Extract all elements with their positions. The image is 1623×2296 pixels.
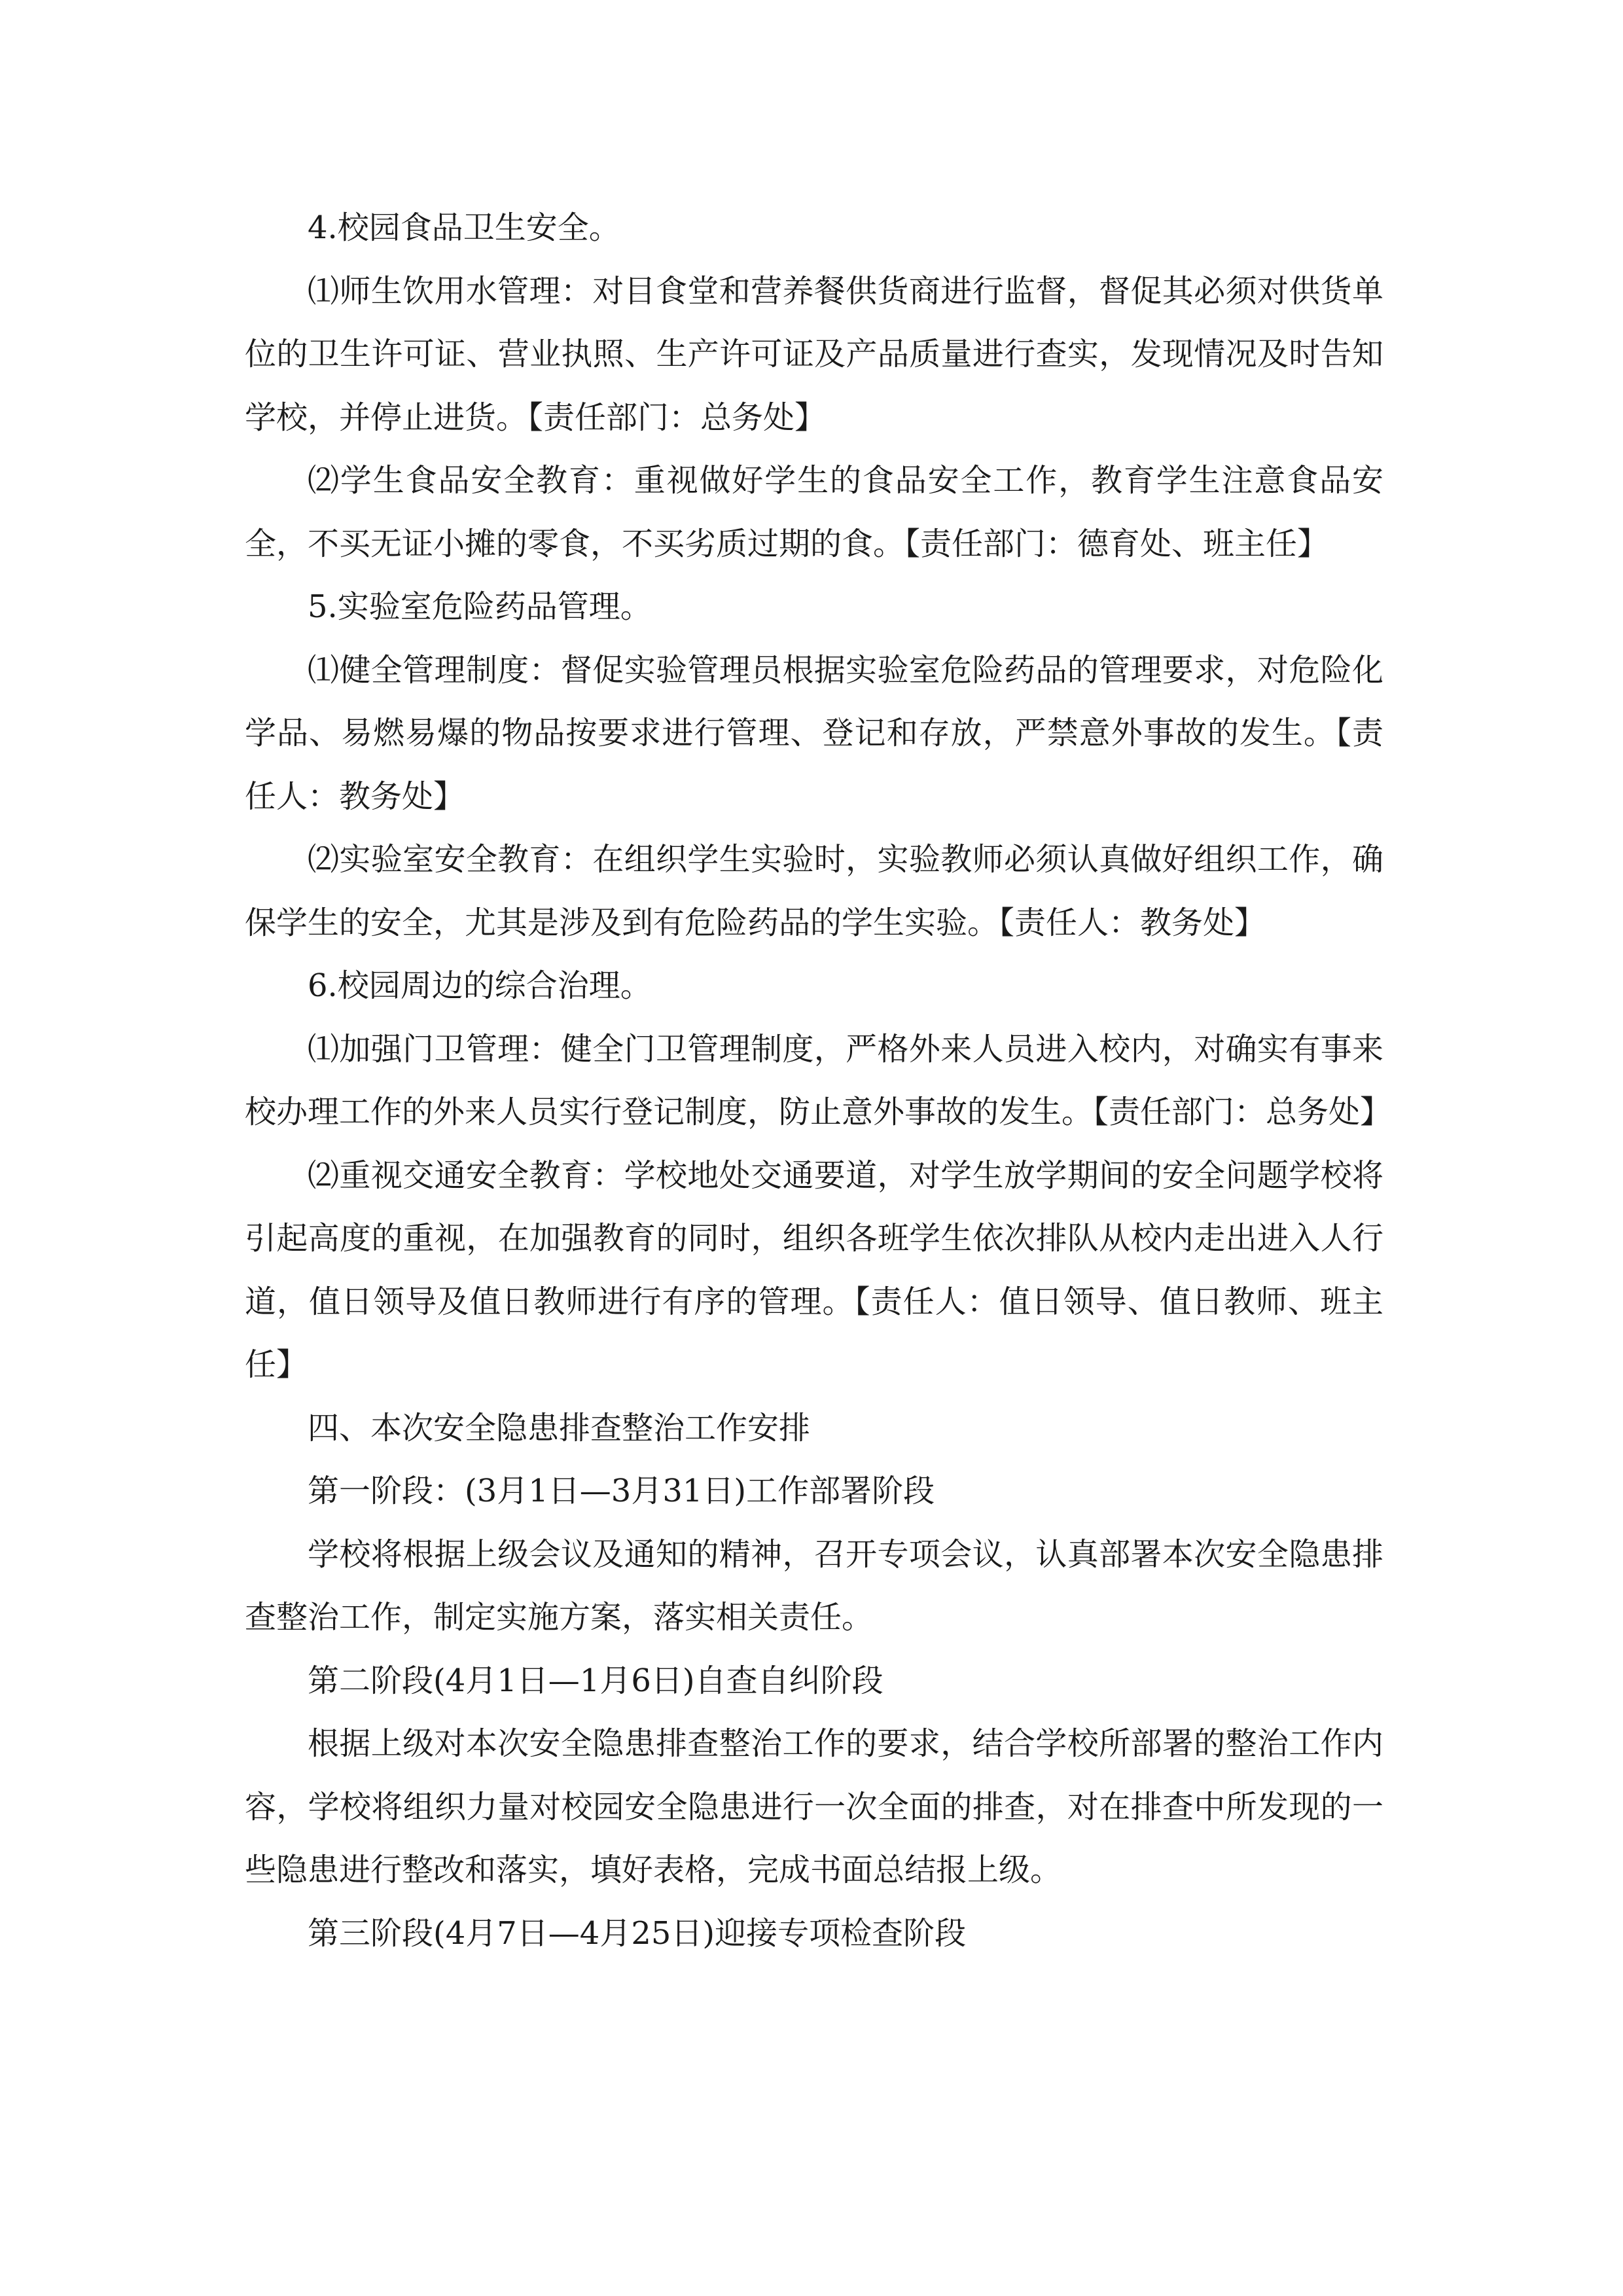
paragraph-lab-management: ⑴健全管理制度：督促实验管理员根据实验室危险药品的管理要求，对危险化学品、易燃易爆的物品按要求进行管理、登记和存放，严禁意外事故的发生。【责任人：教务处】 — [245, 651, 1383, 815]
section-heading-arrangement: 四、本次安全隐患排查整治工作安排 — [308, 1409, 811, 1446]
paragraph-lab-education: ⑵实验室安全教育：在组织学生实验时，实验教师必须认真做好组织工作，确保学生的安全，尤其是涉及到有危险药品的学生实验。【责任人：教务处】 — [245, 841, 1383, 941]
stage-two-heading: 第二阶段(4月1日—1月6日)自查自纠阶段 — [308, 1662, 883, 1699]
document-body — [245, 196, 1392, 1965]
stage-two-body: 根据上级对本次安全隐患排查整治工作的要求，结合学校所部署的整治工作内容，学校将组织力量对校园安全隐患进行一次全面的排查，对在排查中所发现的一些隐患进行整改和落实，填好表格，完成书面总结报上级。 — [245, 1725, 1383, 1888]
paragraph-drinking-water: ⑴师生饮用水管理：对目食堂和营养餐供货商进行监督，督促其必须对供货单位的卫生许可证、营业执照、生产许可证及产品质量进行查实，发现情况及时告知学校，并停止进货。【责任部门：总务处】 — [245, 272, 1383, 436]
stage-three-heading: 第三阶段(4月7日—4月25日)迎接专项检查阶段 — [308, 1914, 967, 1952]
paragraph-traffic-education: ⑵重视交通安全教育：学校地处交通要道，对学生放学期间的安全问题学校将引起高度的重视，在加强教育的同时，组织各班学生依次排队从校内走出进入人行道，值日领导及值日教师进行有序的管理。【责任人：值日领导、值日教师、班主任】 — [245, 1157, 1383, 1383]
paragraph-lab-heading: 5.实验室危险药品管理。 — [308, 588, 652, 625]
stage-one-body: 学校将根据上级会议及通知的精神，召开专项会议，认真部署本次安全隐患排查整治工作，制定实施方案，落实相关责任。 — [245, 1535, 1383, 1636]
paragraph-food-safety-heading: 4.校园食品卫生安全。 — [308, 209, 620, 246]
paragraph-gate-management: ⑴加强门卫管理：健全门卫管理制度，严格外来人员进入校内，对确实有事来校办理工作的外来人员实行登记制度，防止意外事故的发生。【责任部门：总务处】 — [245, 1030, 1392, 1130]
paragraph-campus-heading: 6.校园周边的综合治理。 — [308, 967, 652, 1004]
stage-one-heading: 第一阶段：(3月1日—3月31日)工作部署阶段 — [308, 1473, 935, 1509]
paragraph-food-education: ⑵学生食品安全教育：重视做好学生的食品安全工作，教育学生注意食品安全，不买无证小摊的零食，不买劣质过期的食。【责任部门：德育处、班主任】 — [245, 462, 1383, 562]
